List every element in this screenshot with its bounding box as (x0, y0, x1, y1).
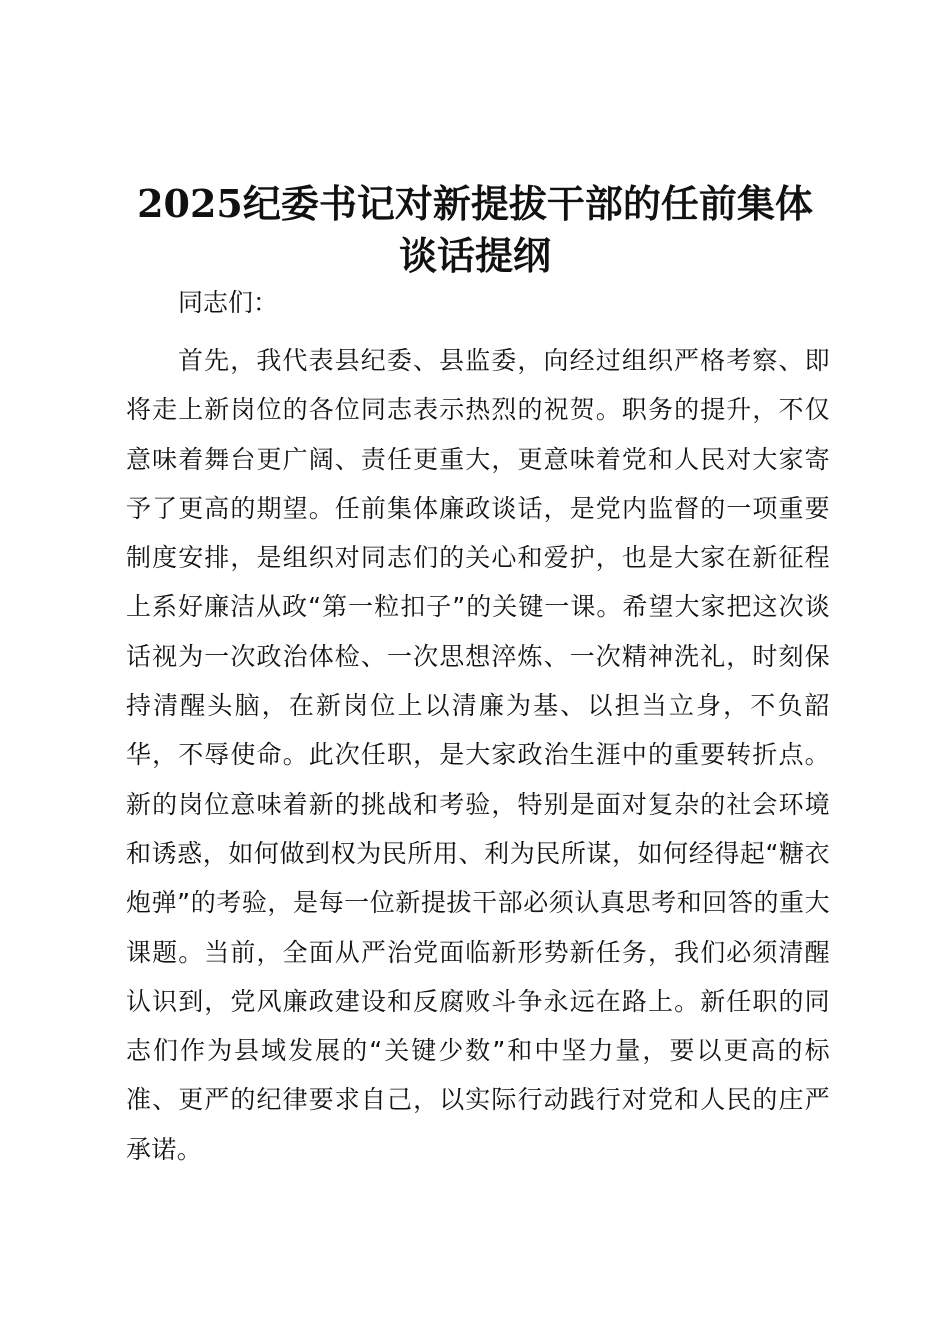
document-title: 2025纪委书记对新提拔干部的任前集体谈话提纲 (137, 181, 813, 278)
salutation: 同志们： (178, 288, 279, 317)
body-paragraph: 首先，我代表县纪委、县监委，向经过组织严格考察、即将走上新岗位的各位同志表示热烈的祝贺。职务的提升，不仅意味着舞台更广阔、责任更重大，更意味着党和人民对大家寄予了更高的期望。任前集体廉政谈话，是党内监督的一项重要制度安排，是组织对同志们的关心和爱护，也是大家在新征程上系好廉洁从政“第一粒扣子”的关键一课。希望大家把这次谈话视为一次政治体检、一次思想淬炼、一次精神洗礼，时刻保持清醒头脑，在新岗位上以清廉为基、以担当立身，不负韶华，不辱使命。此次任职，是大家政治生涯中的重要转折点。新的岗位意味着新的挑战和考验，特别是面对复杂的社会环境和诱惑，如何做到权为民所用、利为民所谋，如何经得起“糖衣炮弹”的考验，是每一位新提拔干部必须认真思考和回答的重大课题。当前，全面从严治党面临新形势新任务，我们必须清醒认识到，党风廉政建设和反腐败斗争永远在路上。新任职的同志们作为县域发展的“关键少数”和中坚力量，要以更高的标准、更严的纪律要求自己，以实际行动践行对党和人民的庄严承诺。 (126, 346, 830, 1164)
